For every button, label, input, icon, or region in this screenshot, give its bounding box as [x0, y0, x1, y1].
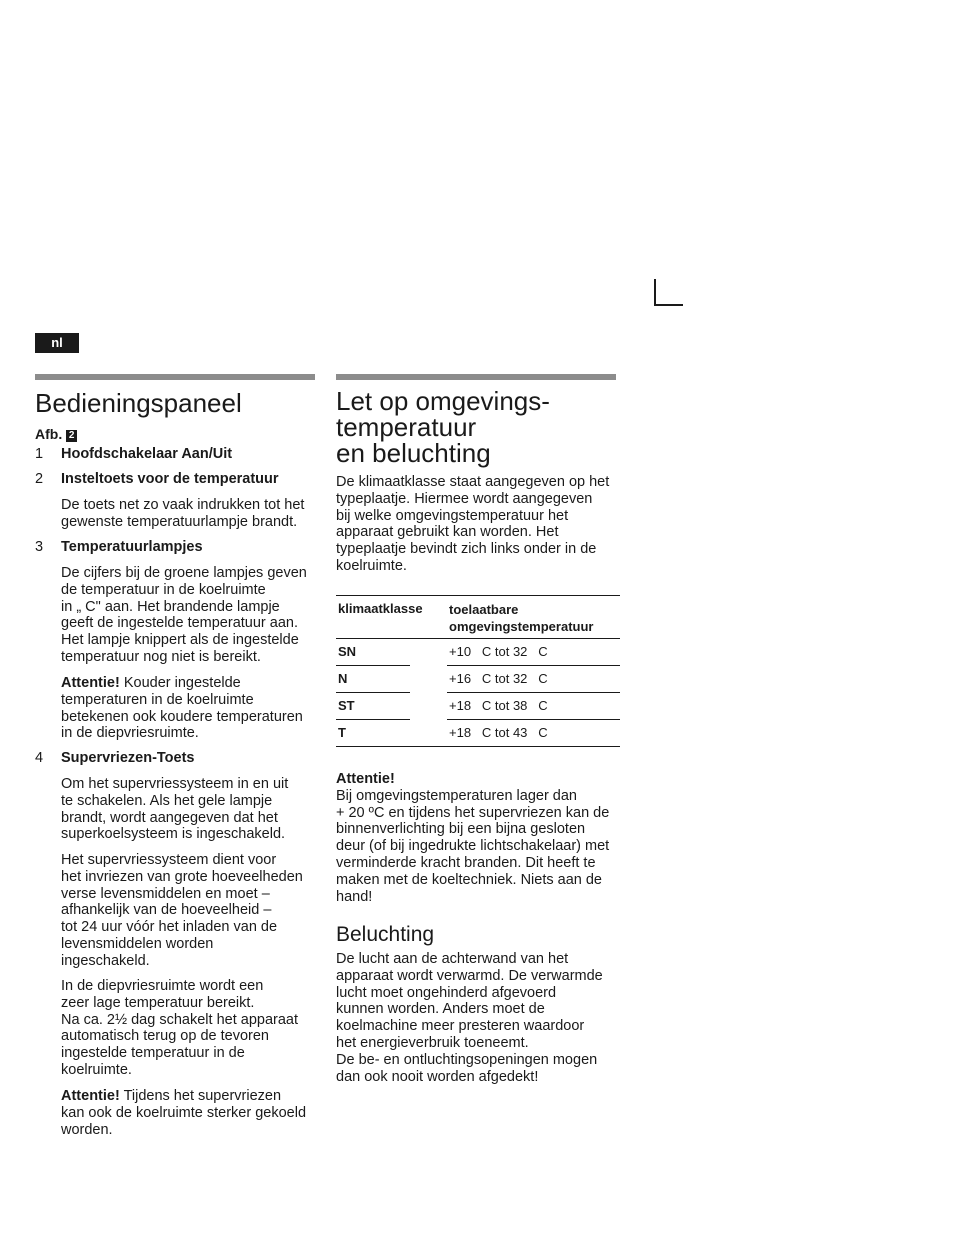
language-tab: nl	[35, 333, 79, 353]
crop-mark-horizontal	[654, 304, 683, 306]
subheading-beluchting: Beluchting	[336, 923, 435, 946]
paragraph-intro: De klimaatklasse staat aangegeven op het typeplaatje. Hiermee wordt aangegeven bij welke omgevingstemperatuur het apparaat gebruikt kan worden. Het typeplaatje bevindt zich links onder in de koelruimte.	[336, 474, 610, 574]
figure-reference	[35, 426, 77, 442]
list-item-1: 1 Hoofdschakelaar Aan/Uit	[35, 446, 233, 462]
paragraph-attention-1: Attentie! Kouder ingestelde temperaturen in de koelruimte betekenen ook koudere temperaturen in de diepvriesruimte.	[61, 675, 303, 742]
list-item-3: 3 Temperatuurlampjes	[35, 539, 203, 555]
header-omgevingstemperatuur: toelaatbare omgevingstemperatuur	[449, 602, 594, 634]
table-rule-top	[336, 595, 620, 596]
header-klimaatklasse: klimaatklasse	[338, 601, 423, 616]
table-rule-bottom	[336, 746, 620, 747]
list-item-2: 2 Insteltoets voor de temperatuur	[35, 471, 279, 487]
paragraph-beluchting: De lucht aan de achterwand van het apparaat wordt verwarmd. De verwarmde lucht moet ongehinderd afgevoerd kunnen worden. Anders moet de koelmachine meer presteren waardoor het energieverbruik toeneemt. De be- en ontluchtingsopeningen mogen dan ook nooit worden afgedekt!	[336, 951, 603, 1085]
section-title-bedieningspaneel: Bedieningspaneel	[35, 388, 242, 418]
paragraph-item4b: Het supervriessysteem dient voor het invriezen van grote hoeveelheden verse levensmiddelen en moet – afhankelijk van de hoeveelheid – tot 24 uur vóór het inladen van de levensmiddelen worden ingeschakeld.	[61, 852, 303, 969]
paragraph-attention-right: Attentie! Bij omgevingstemperaturen lager dan + 20 ºC en tijdens het supervriezen kan de binnenverlichting bij een bijna gesloten deur (of bij ingedrukte lichtschakelaar) met verminderde kracht branden. Dit heeft te maken met de koeltechniek. Niets aan de hand!	[336, 771, 610, 905]
list-item-4: 4 Supervriezen-Toets	[35, 750, 195, 766]
figure-label: Afb.	[35, 426, 63, 442]
crop-mark-vertical	[654, 279, 656, 306]
section-rule-left	[35, 374, 315, 380]
table-rule-header	[336, 638, 620, 639]
section-title-omgevingstemperatuur: Let op omgevings- temperatuur en beluchting	[336, 386, 550, 468]
paragraph-item2: De toets net zo vaak indrukken tot het gewenste temperatuurlampje brandt.	[61, 497, 305, 530]
section-rule-right	[336, 374, 616, 380]
paragraph-item3: De cijfers bij de groene lampjes geven de temperatuur in de koelruimte in „ C" aan. Het brandende lampje geeft de ingestelde temperatuur aan. Het lampje knippert als de ingestelde temperatuur nog niet is bereikt.	[61, 565, 307, 665]
paragraph-item4c: In de diepvriesruimte wordt een zeer lage temperatuur bereikt. Na ca. 2½ dag schakelt het apparaat automatisch terug op de tevoren ingestelde temperatuur in de koelruimte.	[61, 978, 298, 1078]
paragraph-attention-2: Attentie! Tijdens het supervriezen kan ook de koelruimte sterker gekoeld worden.	[61, 1088, 307, 1138]
paragraph-item4a: Om het supervriessysteem in en uit te schakelen. Als het gele lampje brandt, wordt aangegeven dat het superkoelsysteem is ingeschakeld.	[61, 776, 289, 843]
figure-number-badge: 2	[66, 430, 77, 442]
